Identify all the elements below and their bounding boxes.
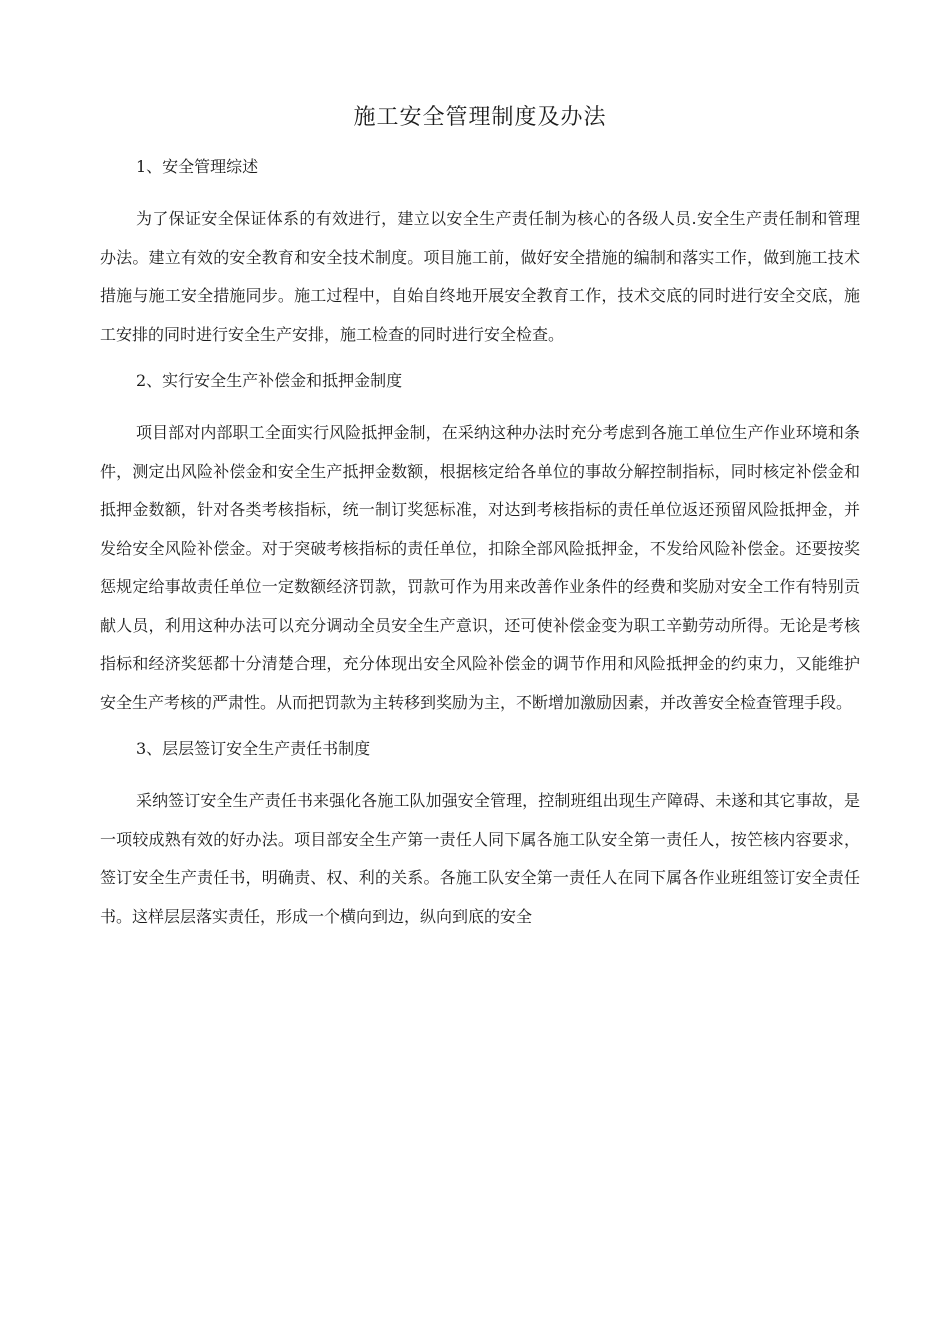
section-heading: 2、实行安全生产补偿金和抵押金制度 xyxy=(136,371,403,390)
section-3 xyxy=(100,736,860,936)
section-paragraph: 项目部对内部职工全面实行风险抵押金制，在采纳这种办法时充分考虑到各施工单位生产作业环境和条件，测定出风险补偿金和安全生产抵押金数额，根据核定给各单位的事故分解控制指标，同时核定补偿金和抵押金数额，针对各类考核指标，统一制订奖惩标准，对达到考核指标的责任单位返还预留风险抵押金，并发给安全风险补偿金。对于突破考核指标的责任单位，扣除全部风险抵押金，不发给风险补偿金。还要按奖惩规定给事故责任单位一定数额经济罚款，罚款可作为用来改善作业条件的经费和奖励对安全工作有特别贡献人员，利用这种办法可以充分调动全员安全生产意识，还可使补偿金变为职工辛勤劳动所得。无论是考核指标和经济奖惩都十分清楚合理，充分体现出安全风险补偿金的调节作用和风险抵押金的约束力，又能维护安全生产考核的严肃性。从而把罚款为主转移到奖励为主，不断增加激励因素，并改善安全检查管理手段。 xyxy=(100,423,860,712)
section-heading: 1、安全管理综述 xyxy=(136,157,259,176)
section-paragraph: 为了保证安全保证体系的有效进行，建立以安全生产责任制为核心的各级人员.安全生产责任制和管理办法。建立有效的安全教育和安全技术制度。项目施工前，做好安全措施的编制和落实工作，做到施工技术措施与施工安全措施同步。施工过程中，自始自终地开展安全教育工作，技术交底的同时进行安全交底，施工安排的同时进行安全生产安排，施工检查的同时进行安全检查。 xyxy=(100,209,860,344)
document-title: 施工安全管理制度及办法 xyxy=(353,105,607,130)
section-heading: 3、层层签订安全生产责任书制度 xyxy=(136,739,371,758)
document-page xyxy=(100,96,860,950)
section-2 xyxy=(100,368,860,722)
section-paragraph: 采纳签订安全生产责任书来强化各施工队加强安全管理，控制班组出现生产障碍、未遂和其它事故，是一项较成熟有效的好办法。项目部安全生产第一责任人同下属各施工队安全第一责任人，按笀核内容要求，签订安全生产责任书，明确责、权、利的关系。各施工队安全第一责任人在同下属各作业班组签订安全责任书。这样层层落实责任，形成一个横向到边，纵向到底的安全 xyxy=(100,791,860,926)
section-1 xyxy=(100,154,860,354)
